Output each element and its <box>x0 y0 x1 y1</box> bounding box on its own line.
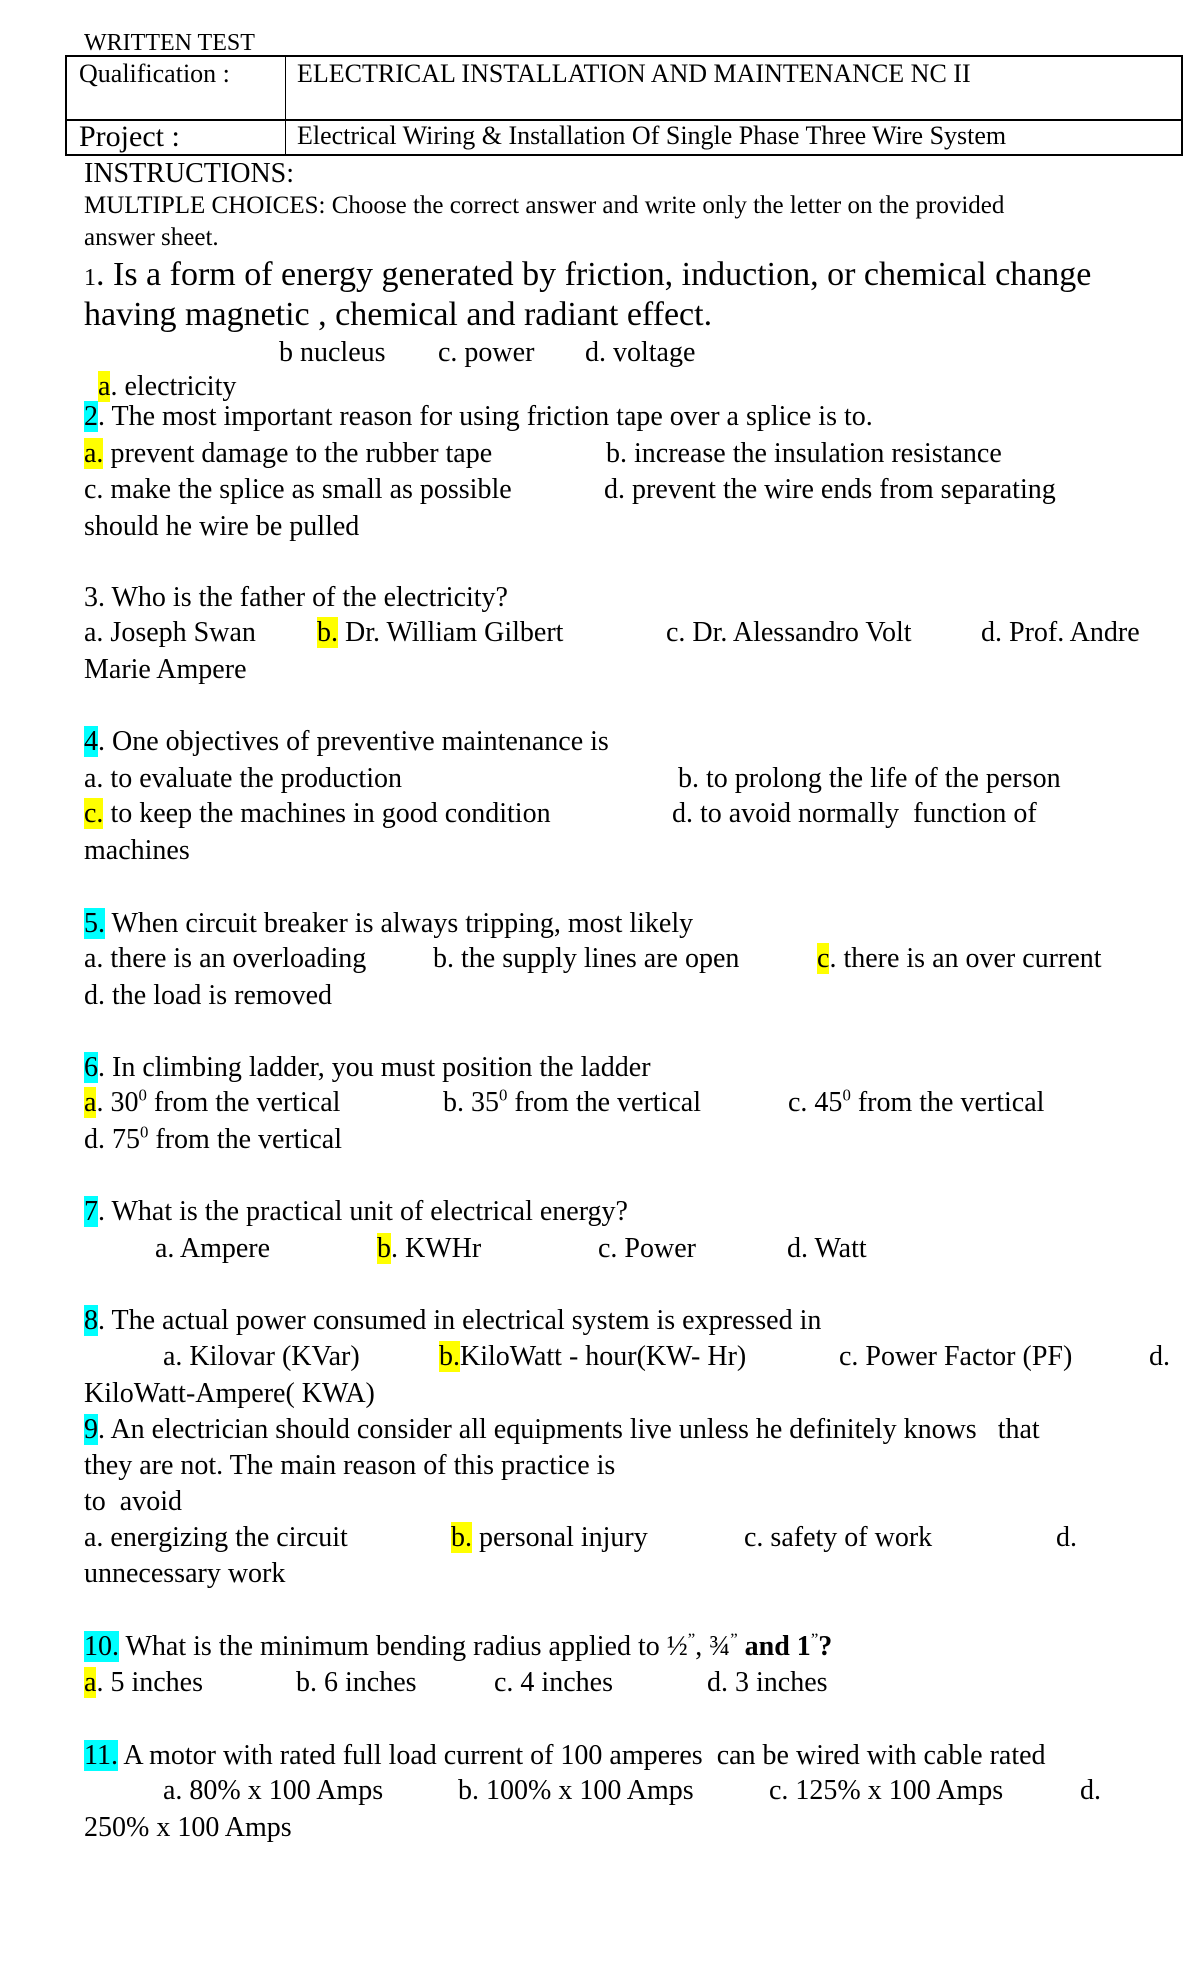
option-a: a. energizing the circuit <box>84 1522 348 1553</box>
question-number: 6 <box>84 1052 98 1083</box>
option-a: . electricity <box>110 371 237 402</box>
option-d: d. <box>1056 1522 1077 1553</box>
option-c: c. safety of work <box>744 1522 933 1553</box>
option-b: b nucleus <box>279 337 386 368</box>
option-b: b. KWHr <box>377 1233 482 1264</box>
option-c: c. Power <box>598 1233 696 1264</box>
option-d: d. to avoid normally function of <box>672 798 1037 829</box>
option-c: c. to keep the machines in good condition <box>84 798 551 829</box>
question-4: 4. One objectives of preventive maintenance is <box>84 726 609 757</box>
table-column-divider <box>285 57 286 154</box>
option-d-cont: 250% x 100 Amps <box>84 1812 292 1843</box>
question-9-cont2: to avoid <box>84 1486 182 1517</box>
option-b: b. increase the insulation resistance <box>606 438 1002 469</box>
question-number: 11. <box>84 1740 118 1771</box>
option-d-cont: unnecessary work <box>84 1558 286 1589</box>
answer-highlight: b <box>377 1233 391 1264</box>
question-5: 5. When circuit breaker is always tripping, most likely <box>84 908 694 939</box>
option-c: c. power <box>438 337 535 368</box>
question-text: . The most important reason for using friction tape over a splice is to. <box>98 401 873 432</box>
instructions-text: MULTIPLE CHOICES: Choose the correct answer and write only the letter on the provided <box>84 192 1005 219</box>
option-b: b.KiloWatt - hour(KW- Hr) <box>439 1341 747 1372</box>
option-b: b. 6 inches <box>296 1667 417 1698</box>
project-label: Project : <box>79 120 180 153</box>
answer-highlight: b. <box>451 1522 472 1553</box>
qualification-label: Qualification : <box>79 59 230 88</box>
answer-highlight: b. <box>439 1341 460 1372</box>
question-number: 10. <box>84 1631 119 1662</box>
question-number: 1 <box>84 265 96 291</box>
option-d: d. prevent the wire ends from separating <box>604 474 1056 505</box>
option-a: a. there is an overloading <box>84 943 367 974</box>
option-a: a. 5 inches <box>84 1667 203 1698</box>
answer-highlight: a <box>84 1667 97 1698</box>
answer-highlight: a <box>98 371 111 402</box>
question-3: 3. Who is the father of the electricity? <box>84 582 508 613</box>
option-d: d. 3 inches <box>707 1667 828 1698</box>
question-number: 2 <box>84 401 98 432</box>
option-d-cont: Marie Ampere <box>84 654 247 685</box>
option-c: c. Dr. Alessandro Volt <box>666 617 912 648</box>
question-7: 7. What is the practical unit of electrical energy? <box>84 1196 628 1227</box>
question-text: . Is a form of energy generated by friction, induction, or chemical change <box>96 256 1092 293</box>
question-number: 9 <box>84 1414 98 1445</box>
option-d-cont: should he wire be pulled <box>84 511 360 542</box>
option-b: b. Dr. William Gilbert <box>317 617 564 648</box>
option-a: a. to evaluate the production <box>84 763 402 794</box>
question-1-options <box>84 336 236 404</box>
question-9-cont: they are not. The main reason of this practice is <box>84 1450 616 1481</box>
question-2 <box>84 400 873 434</box>
option-d: d. $75^0$ from the vertical <box>84 1122 342 1155</box>
question-9: 9. An electrician should consider all equipments live unless he definitely knows that <box>84 1414 1040 1445</box>
question-6: 6. In climbing ladder, you must position the ladder <box>84 1052 651 1083</box>
option-d: d. Watt <box>787 1233 867 1264</box>
option-a: a. Joseph Swan <box>84 617 256 648</box>
project-value: Electrical Wiring & Installation Of Single Phase Three Wire System <box>297 121 1007 150</box>
option-c: c. $45^0$ from the vertical <box>788 1085 1045 1118</box>
option-c: c. make the splice as small as possible <box>84 474 512 505</box>
option-d: d. voltage <box>585 337 696 368</box>
header-table <box>65 55 1183 156</box>
option-d-cont: KiloWatt-Ampere( KWA) <box>84 1378 375 1409</box>
question-11: 11. A motor with rated full load current of 100 amperes can be wired with cable rated <box>84 1740 1046 1771</box>
option-b: b. to prolong the life of the person <box>678 763 1061 794</box>
option-d: d. <box>1080 1775 1101 1806</box>
option-b: b. personal injury <box>451 1522 648 1553</box>
option-a: a. 80% x 100 Amps <box>163 1775 384 1806</box>
question-number: 5. <box>84 908 105 939</box>
option-a: a. prevent damage to the rubber tape <box>84 438 493 469</box>
option-d: d. the load is removed <box>84 980 333 1011</box>
question-10: 10. What is the minimum bending radius applied to ½”, ¾” and 1”? <box>84 1629 833 1662</box>
qualification-value: ELECTRICAL INSTALLATION AND MAINTENANCE NC II <box>297 59 971 88</box>
answer-highlight: b. <box>317 617 338 648</box>
option-b: b. the supply lines are open <box>433 943 740 974</box>
option-a: a. $30^0$ from the vertical <box>84 1085 341 1118</box>
option-b: b. $35^0$ from the vertical <box>443 1085 701 1118</box>
answer-highlight: c <box>817 943 830 974</box>
option-d: d. <box>1149 1341 1170 1372</box>
answer-highlight: c. <box>84 798 104 829</box>
question-number: 4 <box>84 726 98 757</box>
question-number: 7 <box>84 1196 98 1227</box>
option-c: c. 125% x 100 Amps <box>769 1775 1004 1806</box>
question-1 <box>84 255 1091 298</box>
option-d-cont: machines <box>84 835 190 866</box>
question-number: 8 <box>84 1305 98 1336</box>
instructions-text-cont: answer sheet. <box>84 224 219 251</box>
question-1-cont: having magnetic , chemical and radiant effect. <box>84 296 713 333</box>
question-8: 8. The actual power consumed in electrical system is expressed in <box>84 1305 822 1336</box>
answer-highlight: a <box>84 1087 97 1118</box>
option-a: a. Ampere <box>155 1233 271 1264</box>
option-a: a. Kilovar (KVar) <box>163 1341 360 1372</box>
option-d: d. Prof. Andre <box>981 617 1140 648</box>
option-c: c. Power Factor (PF) <box>839 1341 1073 1372</box>
instructions-heading: INSTRUCTIONS: <box>84 158 295 189</box>
option-c: c. there is an over current <box>817 943 1102 974</box>
document-title: WRITTEN TEST <box>84 30 255 56</box>
answer-highlight: a. <box>84 438 104 469</box>
option-c: c. 4 inches <box>494 1667 613 1698</box>
option-b: b. 100% x 100 Amps <box>458 1775 694 1806</box>
